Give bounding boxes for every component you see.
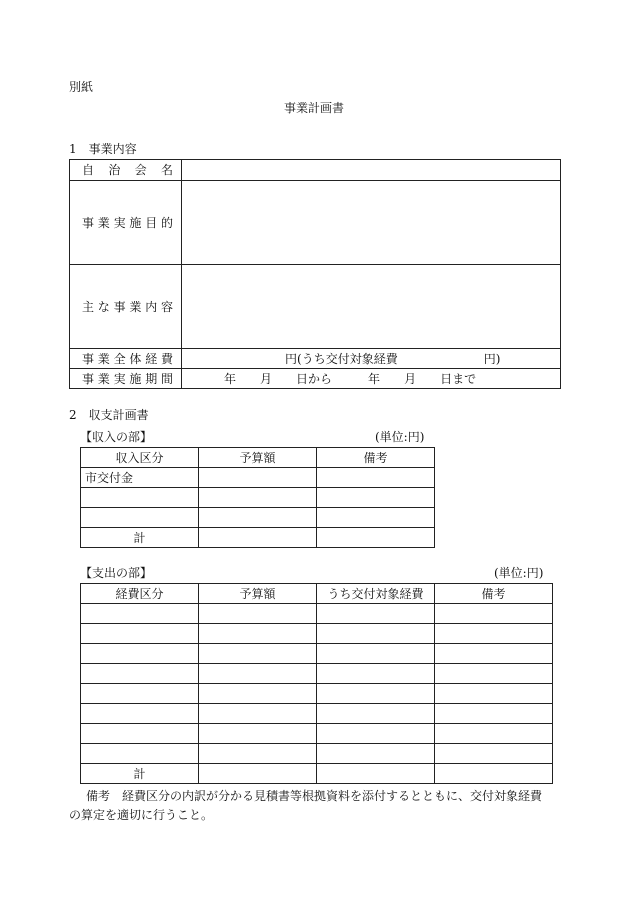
expense-cell[interactable] — [435, 744, 553, 764]
expense-cell[interactable] — [435, 724, 553, 744]
income-cell[interactable] — [199, 508, 317, 528]
income-cell[interactable] — [317, 468, 435, 488]
income-cell[interactable] — [199, 468, 317, 488]
expense-cell[interactable] — [317, 684, 435, 704]
expense-cell[interactable] — [199, 744, 317, 764]
expense-cell[interactable] — [199, 724, 317, 744]
expense-cell[interactable] — [199, 664, 317, 684]
expense-total-label: 計 — [81, 764, 199, 784]
income-cell[interactable] — [317, 488, 435, 508]
expense-title: 【支出の部】 — [80, 566, 153, 580]
expense-cell[interactable] — [81, 704, 199, 724]
income-header-budget: 予算額 — [199, 448, 317, 468]
expense-cell[interactable] — [435, 604, 553, 624]
income-total-budget[interactable] — [199, 528, 317, 548]
attachment-label: 別紙 — [69, 80, 94, 94]
total-cost-label-text: 事 業 全 体 経 費 — [82, 351, 173, 366]
income-cell[interactable]: 市交付金 — [81, 468, 199, 488]
association-name-value[interactable] — [182, 160, 561, 181]
expense-header-subsidy: うち交付対象経費 — [317, 584, 435, 604]
section2-heading: 2 収支計画書 — [69, 408, 149, 422]
period-until: 日まで — [440, 371, 477, 386]
expense-cell[interactable] — [435, 624, 553, 644]
note-line-2: の算定を適切に行うこと。 — [69, 808, 214, 822]
income-unit: (単位:円) — [375, 430, 425, 444]
expense-cell[interactable] — [81, 644, 199, 664]
purpose-label — [70, 181, 182, 265]
expense-total-subsidy[interactable] — [317, 764, 435, 784]
expense-total-budget[interactable] — [199, 764, 317, 784]
purpose-label-text: 事 業 実 施 目 的 — [82, 215, 173, 230]
main-content-label-text: 主 な 事 業 内 容 — [82, 299, 173, 314]
expense-cell[interactable] — [81, 624, 199, 644]
period-label — [70, 369, 182, 389]
period-label-text: 事 業 実 施 期 間 — [82, 371, 173, 386]
expense-cell[interactable] — [81, 664, 199, 684]
expense-cell[interactable] — [317, 744, 435, 764]
income-cell[interactable] — [199, 488, 317, 508]
expense-cell[interactable] — [435, 664, 553, 684]
main-content-label — [70, 265, 182, 349]
expense-cell[interactable] — [81, 684, 199, 704]
income-cell[interactable] — [81, 508, 199, 528]
income-title: 【収入の部】 — [80, 430, 153, 444]
expense-cell[interactable] — [317, 664, 435, 684]
expense-table — [80, 583, 553, 784]
period-value[interactable] — [182, 369, 561, 389]
expense-cell[interactable] — [435, 644, 553, 664]
expense-cell[interactable] — [317, 604, 435, 624]
total-cost-value[interactable] — [182, 349, 561, 369]
association-name-label-text: 自 治 会 名 — [82, 163, 173, 177]
period-end-month: 月 — [404, 371, 417, 386]
expense-total-remarks[interactable] — [435, 764, 553, 784]
income-header-remarks: 備考 — [317, 448, 435, 468]
expense-cell[interactable] — [199, 644, 317, 664]
income-total-label: 計 — [81, 528, 199, 548]
expense-cell[interactable] — [81, 604, 199, 624]
expense-cell[interactable] — [435, 704, 553, 724]
note-line-1: 備考 経費区分の内訳が分かる見積書等根拠資料を添付するとともに、交付対象経費 — [86, 789, 543, 803]
expense-cell[interactable] — [199, 624, 317, 644]
expense-cell[interactable] — [81, 724, 199, 744]
expense-cell[interactable] — [435, 684, 553, 704]
section1-heading: 1 事業内容 — [69, 142, 137, 156]
income-table — [80, 447, 435, 548]
income-cell[interactable] — [317, 508, 435, 528]
expense-cell[interactable] — [317, 644, 435, 664]
expense-cell[interactable] — [199, 684, 317, 704]
period-from: 日から — [296, 371, 333, 386]
business-content-table — [69, 159, 561, 389]
period-start-month: 月 — [260, 371, 273, 386]
period-end-year: 年 — [368, 371, 381, 386]
expense-header-budget: 予算額 — [199, 584, 317, 604]
period-start-year: 年 — [224, 371, 237, 386]
association-name-label — [70, 160, 182, 181]
expense-header-category: 経費区分 — [81, 584, 199, 604]
total-cost-yen-suffix: 円) — [483, 351, 501, 366]
expense-cell[interactable] — [199, 704, 317, 724]
expense-cell[interactable] — [317, 704, 435, 724]
page-title: 事業計画書 — [284, 101, 345, 115]
total-cost-label — [70, 349, 182, 369]
income-total-remarks[interactable] — [317, 528, 435, 548]
total-cost-subsidy-prefix: (うち交付対象経費 — [297, 351, 398, 366]
expense-cell[interactable] — [317, 624, 435, 644]
expense-cell[interactable] — [81, 744, 199, 764]
purpose-value[interactable] — [182, 181, 561, 265]
expense-cell[interactable] — [199, 604, 317, 624]
expense-unit: (単位:円) — [494, 566, 544, 580]
main-content-value[interactable] — [182, 265, 561, 349]
expense-cell[interactable] — [317, 724, 435, 744]
income-cell[interactable] — [81, 488, 199, 508]
expense-header-remarks: 備考 — [435, 584, 553, 604]
income-header-category: 収入区分 — [81, 448, 199, 468]
total-cost-yen: 円 — [285, 351, 298, 366]
